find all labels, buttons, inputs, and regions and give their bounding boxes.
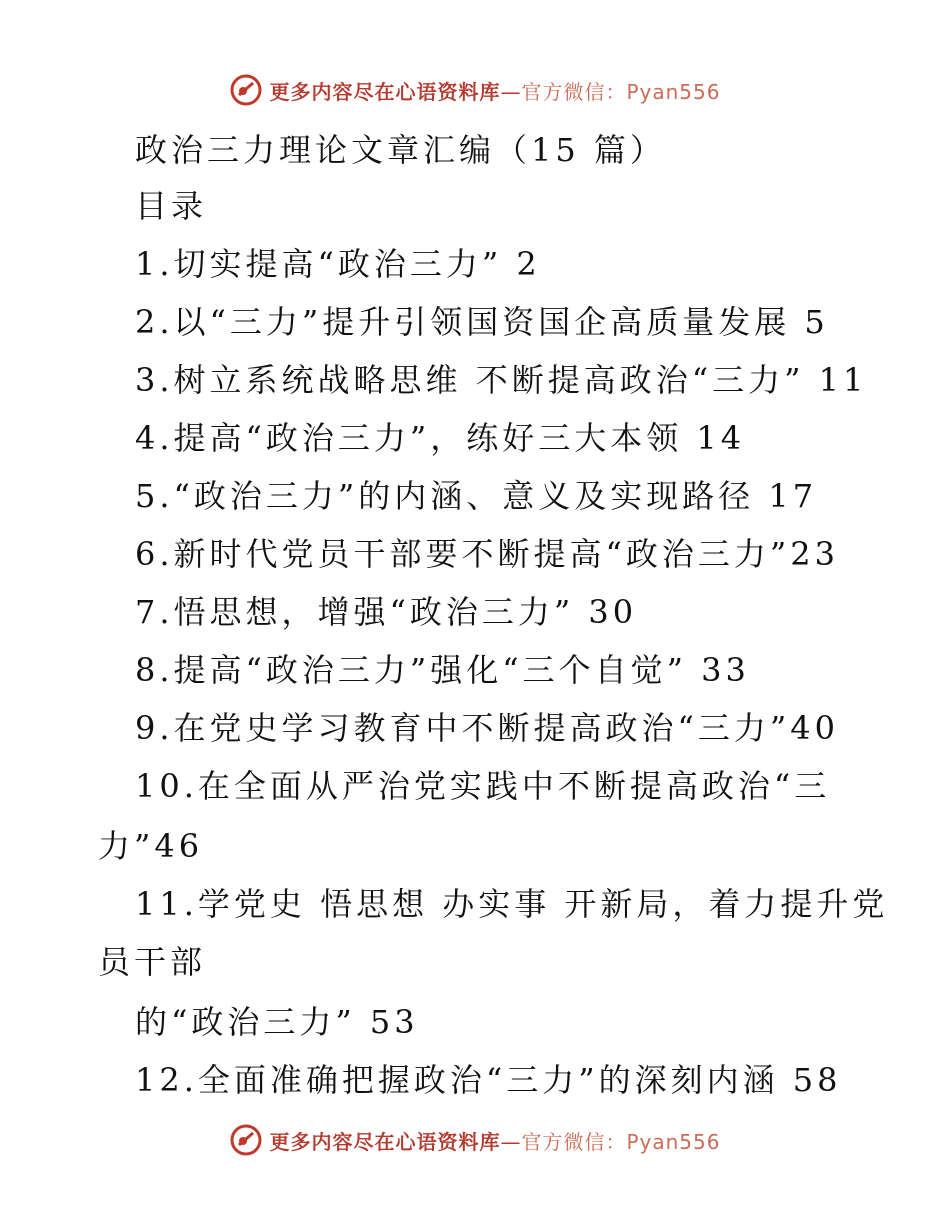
- toc-entry: 12.全面准确把握政治“三力”的深刻内涵 58: [135, 1061, 842, 1099]
- toc-entry: 9.在党史学习教育中不断提高政治“三力”40: [135, 709, 839, 747]
- logo-icon: [229, 1123, 263, 1157]
- toc-entry: 3.树立系统战略思维 不断提高政治“三力” 11: [135, 361, 868, 399]
- toc-entry-continued: 的“政治三力” 53: [135, 1003, 419, 1041]
- document-title: 政治三力理论文章汇编（15 篇）: [135, 131, 666, 169]
- toc-entry: 11.学党史 悟思想 办实事 开新局，着力提升党: [135, 885, 889, 923]
- toc-entry-continued: 力”46: [98, 827, 204, 865]
- toc-entry: 6.新时代党员干部要不断提高“政治三力”23: [135, 535, 839, 573]
- header-banner: [0, 70, 950, 110]
- toc-entry-continued: 员干部: [98, 943, 207, 981]
- footer-banner: [0, 1120, 950, 1160]
- toc-entry: 2.以“三力”提升引领国资国企高质量发展 5: [135, 303, 829, 341]
- toc-entry: 7.悟思想，增强“政治三力” 30: [135, 593, 638, 631]
- toc-entry: 10.在全面从严治党实践中不断提高政治“三: [135, 767, 831, 805]
- toc-entry: 4.提高“政治三力”，练好三大本领 14: [135, 419, 746, 457]
- toc-entry: 1.切实提高“政治三力” 2: [135, 245, 541, 283]
- banner-label: 更多内容尽在心语资料库—官方微信：Pyan556: [269, 1129, 721, 1154]
- banner-label: 更多内容尽在心语资料库—官方微信：Pyan556: [269, 79, 721, 104]
- toc-entry: 8.提高“政治三力”强化“三个自觉” 33: [135, 651, 750, 689]
- toc-entry: 5.“政治三力”的内涵、意义及实现路径 17: [135, 477, 818, 515]
- logo-icon: [229, 73, 263, 107]
- toc-heading: 目录: [135, 187, 208, 225]
